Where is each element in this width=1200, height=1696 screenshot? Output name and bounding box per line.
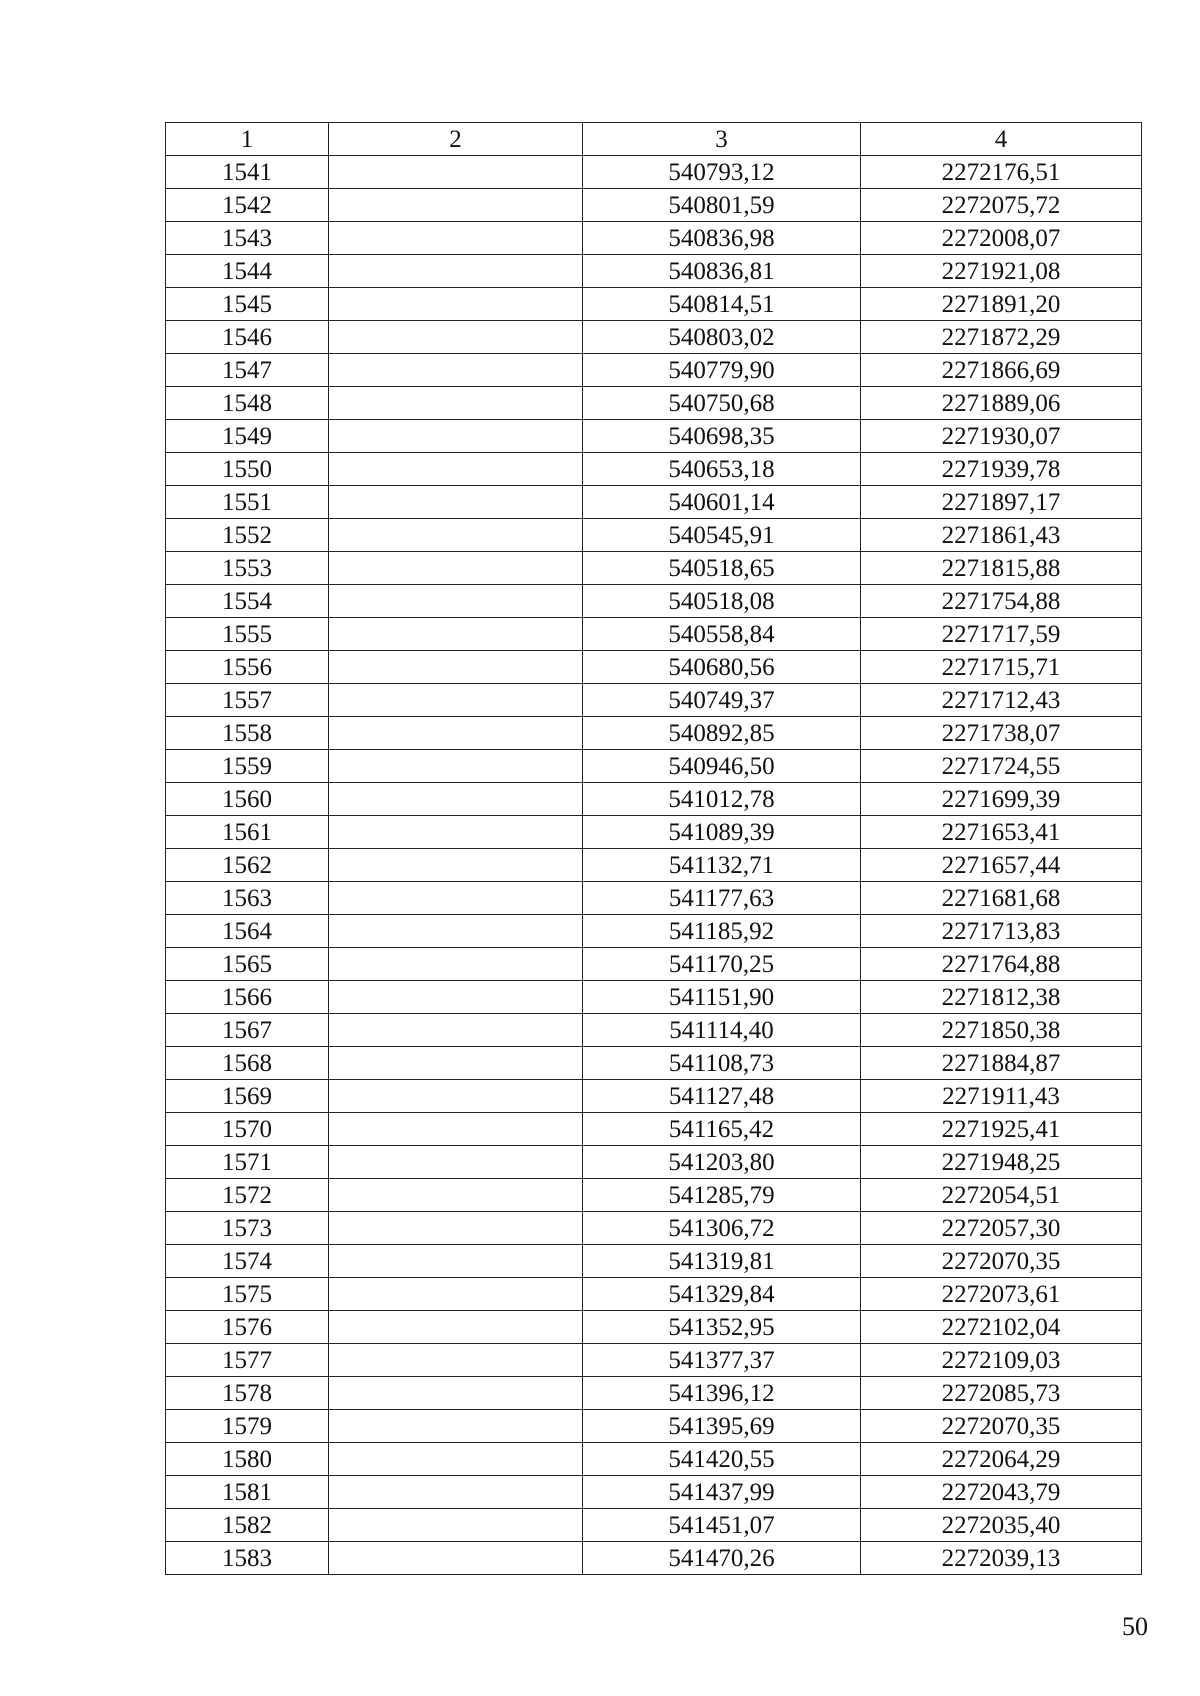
description-cell (329, 1377, 583, 1410)
description-cell (329, 585, 583, 618)
point-number-cell: 1577 (166, 1344, 329, 1377)
description-cell (329, 981, 583, 1014)
description-cell (329, 288, 583, 321)
description-cell (329, 1410, 583, 1443)
y-coordinate-cell: 2272109,03 (861, 1344, 1142, 1377)
x-coordinate-cell: 541470,26 (583, 1542, 861, 1575)
point-number-cell: 1559 (166, 750, 329, 783)
description-cell (329, 1311, 583, 1344)
point-number-cell: 1574 (166, 1245, 329, 1278)
y-coordinate-cell: 2271872,29 (861, 321, 1142, 354)
x-coordinate-cell: 541396,12 (583, 1377, 861, 1410)
description-cell (329, 948, 583, 981)
y-coordinate-cell: 2271815,88 (861, 552, 1142, 585)
x-coordinate-cell: 541203,80 (583, 1146, 861, 1179)
description-cell (329, 684, 583, 717)
description-cell (329, 1476, 583, 1509)
table-row (166, 618, 1142, 651)
x-coordinate-cell: 540793,12 (583, 156, 861, 189)
table-row (166, 288, 1142, 321)
table-row (166, 1344, 1142, 1377)
table-row (166, 453, 1142, 486)
x-coordinate-cell: 540803,02 (583, 321, 861, 354)
description-cell (329, 486, 583, 519)
y-coordinate-cell: 2271861,43 (861, 519, 1142, 552)
x-coordinate-cell: 540518,65 (583, 552, 861, 585)
table-row (166, 981, 1142, 1014)
x-coordinate-cell: 540892,85 (583, 717, 861, 750)
description-cell (329, 420, 583, 453)
y-coordinate-cell: 2272073,61 (861, 1278, 1142, 1311)
y-coordinate-cell: 2272176,51 (861, 156, 1142, 189)
x-coordinate-cell: 540836,98 (583, 222, 861, 255)
table-row (166, 1476, 1142, 1509)
x-coordinate-cell: 540779,90 (583, 354, 861, 387)
table-row (166, 1179, 1142, 1212)
table-row (166, 783, 1142, 816)
y-coordinate-cell: 2271764,88 (861, 948, 1142, 981)
x-coordinate-cell: 541285,79 (583, 1179, 861, 1212)
point-number-cell: 1548 (166, 387, 329, 420)
x-coordinate-cell: 541329,84 (583, 1278, 861, 1311)
y-coordinate-cell: 2271657,44 (861, 849, 1142, 882)
x-coordinate-cell: 540545,91 (583, 519, 861, 552)
point-number-cell: 1560 (166, 783, 329, 816)
table-row (166, 1443, 1142, 1476)
point-number-cell: 1563 (166, 882, 329, 915)
x-coordinate-cell: 541319,81 (583, 1245, 861, 1278)
description-cell (329, 882, 583, 915)
table-row (166, 1212, 1142, 1245)
table-row (166, 222, 1142, 255)
point-number-cell: 1571 (166, 1146, 329, 1179)
point-number-cell: 1575 (166, 1278, 329, 1311)
point-number-cell: 1551 (166, 486, 329, 519)
point-number-cell: 1572 (166, 1179, 329, 1212)
table-row (166, 387, 1142, 420)
point-number-cell: 1546 (166, 321, 329, 354)
table-row (166, 816, 1142, 849)
table-row (166, 1311, 1142, 1344)
x-coordinate-cell: 541437,99 (583, 1476, 861, 1509)
description-cell (329, 189, 583, 222)
y-coordinate-cell: 2272102,04 (861, 1311, 1142, 1344)
y-coordinate-cell: 2271884,87 (861, 1047, 1142, 1080)
point-number-cell: 1552 (166, 519, 329, 552)
y-coordinate-cell: 2271891,20 (861, 288, 1142, 321)
point-number-cell: 1576 (166, 1311, 329, 1344)
point-number-cell: 1549 (166, 420, 329, 453)
table-row (166, 849, 1142, 882)
x-coordinate-cell: 540946,50 (583, 750, 861, 783)
description-cell (329, 915, 583, 948)
table-header-row (166, 123, 1142, 156)
column-header-4: 4 (861, 123, 1142, 156)
point-number-cell: 1558 (166, 717, 329, 750)
description-cell (329, 1047, 583, 1080)
description-cell (329, 222, 583, 255)
y-coordinate-cell: 2272070,35 (861, 1410, 1142, 1443)
table-row (166, 948, 1142, 981)
x-coordinate-cell: 540601,14 (583, 486, 861, 519)
y-coordinate-cell: 2271948,25 (861, 1146, 1142, 1179)
description-cell (329, 1080, 583, 1113)
y-coordinate-cell: 2271930,07 (861, 420, 1142, 453)
x-coordinate-cell: 541132,71 (583, 849, 861, 882)
table-row (166, 552, 1142, 585)
point-number-cell: 1547 (166, 354, 329, 387)
table-row (166, 519, 1142, 552)
x-coordinate-cell: 541170,25 (583, 948, 861, 981)
point-number-cell: 1557 (166, 684, 329, 717)
description-cell (329, 1344, 583, 1377)
description-cell (329, 1509, 583, 1542)
x-coordinate-cell: 541127,48 (583, 1080, 861, 1113)
table-row (166, 882, 1142, 915)
point-number-cell: 1562 (166, 849, 329, 882)
x-coordinate-cell: 541420,55 (583, 1443, 861, 1476)
description-cell (329, 1179, 583, 1212)
description-cell (329, 1443, 583, 1476)
table-row (166, 1509, 1142, 1542)
table-row (166, 1245, 1142, 1278)
point-number-cell: 1581 (166, 1476, 329, 1509)
y-coordinate-cell: 2271713,83 (861, 915, 1142, 948)
description-cell (329, 387, 583, 420)
x-coordinate-cell: 541165,42 (583, 1113, 861, 1146)
x-coordinate-cell: 541185,92 (583, 915, 861, 948)
point-number-cell: 1564 (166, 915, 329, 948)
table-row (166, 1410, 1142, 1443)
x-coordinate-cell: 540558,84 (583, 618, 861, 651)
point-number-cell: 1583 (166, 1542, 329, 1575)
description-cell (329, 156, 583, 189)
y-coordinate-cell: 2271939,78 (861, 453, 1142, 486)
table-row (166, 1542, 1142, 1575)
table-row (166, 1047, 1142, 1080)
table-row (166, 255, 1142, 288)
table-row (166, 915, 1142, 948)
description-cell (329, 321, 583, 354)
table-row (166, 189, 1142, 222)
x-coordinate-cell: 541352,95 (583, 1311, 861, 1344)
description-cell (329, 750, 583, 783)
description-cell (329, 1212, 583, 1245)
description-cell (329, 519, 583, 552)
point-number-cell: 1541 (166, 156, 329, 189)
table-row (166, 1377, 1142, 1410)
description-cell (329, 717, 583, 750)
x-coordinate-cell: 541114,40 (583, 1014, 861, 1047)
point-number-cell: 1542 (166, 189, 329, 222)
x-coordinate-cell: 541012,78 (583, 783, 861, 816)
x-coordinate-cell: 541108,73 (583, 1047, 861, 1080)
x-coordinate-cell: 541306,72 (583, 1212, 861, 1245)
description-cell (329, 255, 583, 288)
y-coordinate-cell: 2271715,71 (861, 651, 1142, 684)
point-number-cell: 1555 (166, 618, 329, 651)
table-row (166, 486, 1142, 519)
x-coordinate-cell: 540698,35 (583, 420, 861, 453)
description-cell (329, 1278, 583, 1311)
point-number-cell: 1579 (166, 1410, 329, 1443)
point-number-cell: 1568 (166, 1047, 329, 1080)
point-number-cell: 1543 (166, 222, 329, 255)
point-number-cell: 1550 (166, 453, 329, 486)
table-row (166, 1080, 1142, 1113)
point-number-cell: 1545 (166, 288, 329, 321)
y-coordinate-cell: 2271889,06 (861, 387, 1142, 420)
description-cell (329, 618, 583, 651)
point-number-cell: 1554 (166, 585, 329, 618)
description-cell (329, 453, 583, 486)
point-number-cell: 1570 (166, 1113, 329, 1146)
y-coordinate-cell: 2271738,07 (861, 717, 1142, 750)
x-coordinate-cell: 541377,37 (583, 1344, 861, 1377)
column-header-2: 2 (329, 123, 583, 156)
y-coordinate-cell: 2271897,17 (861, 486, 1142, 519)
table-row (166, 420, 1142, 453)
x-coordinate-cell: 540814,51 (583, 288, 861, 321)
table-row (166, 321, 1142, 354)
point-number-cell: 1567 (166, 1014, 329, 1047)
y-coordinate-cell: 2271911,43 (861, 1080, 1142, 1113)
x-coordinate-cell: 540749,37 (583, 684, 861, 717)
point-number-cell: 1553 (166, 552, 329, 585)
y-coordinate-cell: 2271699,39 (861, 783, 1142, 816)
x-coordinate-cell: 541177,63 (583, 882, 861, 915)
y-coordinate-cell: 2271712,43 (861, 684, 1142, 717)
point-number-cell: 1573 (166, 1212, 329, 1245)
table-body (166, 156, 1142, 1575)
table-row (166, 717, 1142, 750)
table-row (166, 1014, 1142, 1047)
point-number-cell: 1582 (166, 1509, 329, 1542)
table-row (166, 1113, 1142, 1146)
y-coordinate-cell: 2272064,29 (861, 1443, 1142, 1476)
description-cell (329, 849, 583, 882)
x-coordinate-cell: 540680,56 (583, 651, 861, 684)
point-number-cell: 1544 (166, 255, 329, 288)
x-coordinate-cell: 541451,07 (583, 1509, 861, 1542)
coordinates-table (165, 122, 1142, 1575)
point-number-cell: 1566 (166, 981, 329, 1014)
y-coordinate-cell: 2272035,40 (861, 1509, 1142, 1542)
y-coordinate-cell: 2271925,41 (861, 1113, 1142, 1146)
table-row (166, 156, 1142, 189)
point-number-cell: 1580 (166, 1443, 329, 1476)
point-number-cell: 1565 (166, 948, 329, 981)
y-coordinate-cell: 2272057,30 (861, 1212, 1142, 1245)
y-coordinate-cell: 2271681,68 (861, 882, 1142, 915)
description-cell (329, 783, 583, 816)
description-cell (329, 1014, 583, 1047)
x-coordinate-cell: 540801,59 (583, 189, 861, 222)
x-coordinate-cell: 540750,68 (583, 387, 861, 420)
table-row (166, 585, 1142, 618)
point-number-cell: 1556 (166, 651, 329, 684)
table-row (166, 354, 1142, 387)
column-header-1: 1 (166, 123, 329, 156)
y-coordinate-cell: 2271653,41 (861, 816, 1142, 849)
y-coordinate-cell: 2271724,55 (861, 750, 1142, 783)
y-coordinate-cell: 2272085,73 (861, 1377, 1142, 1410)
y-coordinate-cell: 2272008,07 (861, 222, 1142, 255)
y-coordinate-cell: 2272039,13 (861, 1542, 1142, 1575)
description-cell (329, 1146, 583, 1179)
description-cell (329, 816, 583, 849)
y-coordinate-cell: 2272070,35 (861, 1245, 1142, 1278)
y-coordinate-cell: 2271717,59 (861, 618, 1142, 651)
column-header-3: 3 (583, 123, 861, 156)
y-coordinate-cell: 2271850,38 (861, 1014, 1142, 1047)
x-coordinate-cell: 541089,39 (583, 816, 861, 849)
table-row (166, 1146, 1142, 1179)
table-row (166, 1278, 1142, 1311)
y-coordinate-cell: 2271866,69 (861, 354, 1142, 387)
y-coordinate-cell: 2271812,38 (861, 981, 1142, 1014)
x-coordinate-cell: 540653,18 (583, 453, 861, 486)
point-number-cell: 1561 (166, 816, 329, 849)
y-coordinate-cell: 2272054,51 (861, 1179, 1142, 1212)
description-cell (329, 552, 583, 585)
point-number-cell: 1569 (166, 1080, 329, 1113)
description-cell (329, 1245, 583, 1278)
x-coordinate-cell: 540836,81 (583, 255, 861, 288)
y-coordinate-cell: 2272043,79 (861, 1476, 1142, 1509)
y-coordinate-cell: 2271921,08 (861, 255, 1142, 288)
page-number: 50 (1122, 1612, 1148, 1641)
description-cell (329, 651, 583, 684)
table-row (166, 651, 1142, 684)
point-number-cell: 1578 (166, 1377, 329, 1410)
x-coordinate-cell: 541395,69 (583, 1410, 861, 1443)
description-cell (329, 1113, 583, 1146)
y-coordinate-cell: 2272075,72 (861, 189, 1142, 222)
table-row (166, 750, 1142, 783)
description-cell (329, 354, 583, 387)
x-coordinate-cell: 541151,90 (583, 981, 861, 1014)
table-row (166, 684, 1142, 717)
x-coordinate-cell: 540518,08 (583, 585, 861, 618)
y-coordinate-cell: 2271754,88 (861, 585, 1142, 618)
description-cell (329, 1542, 583, 1575)
